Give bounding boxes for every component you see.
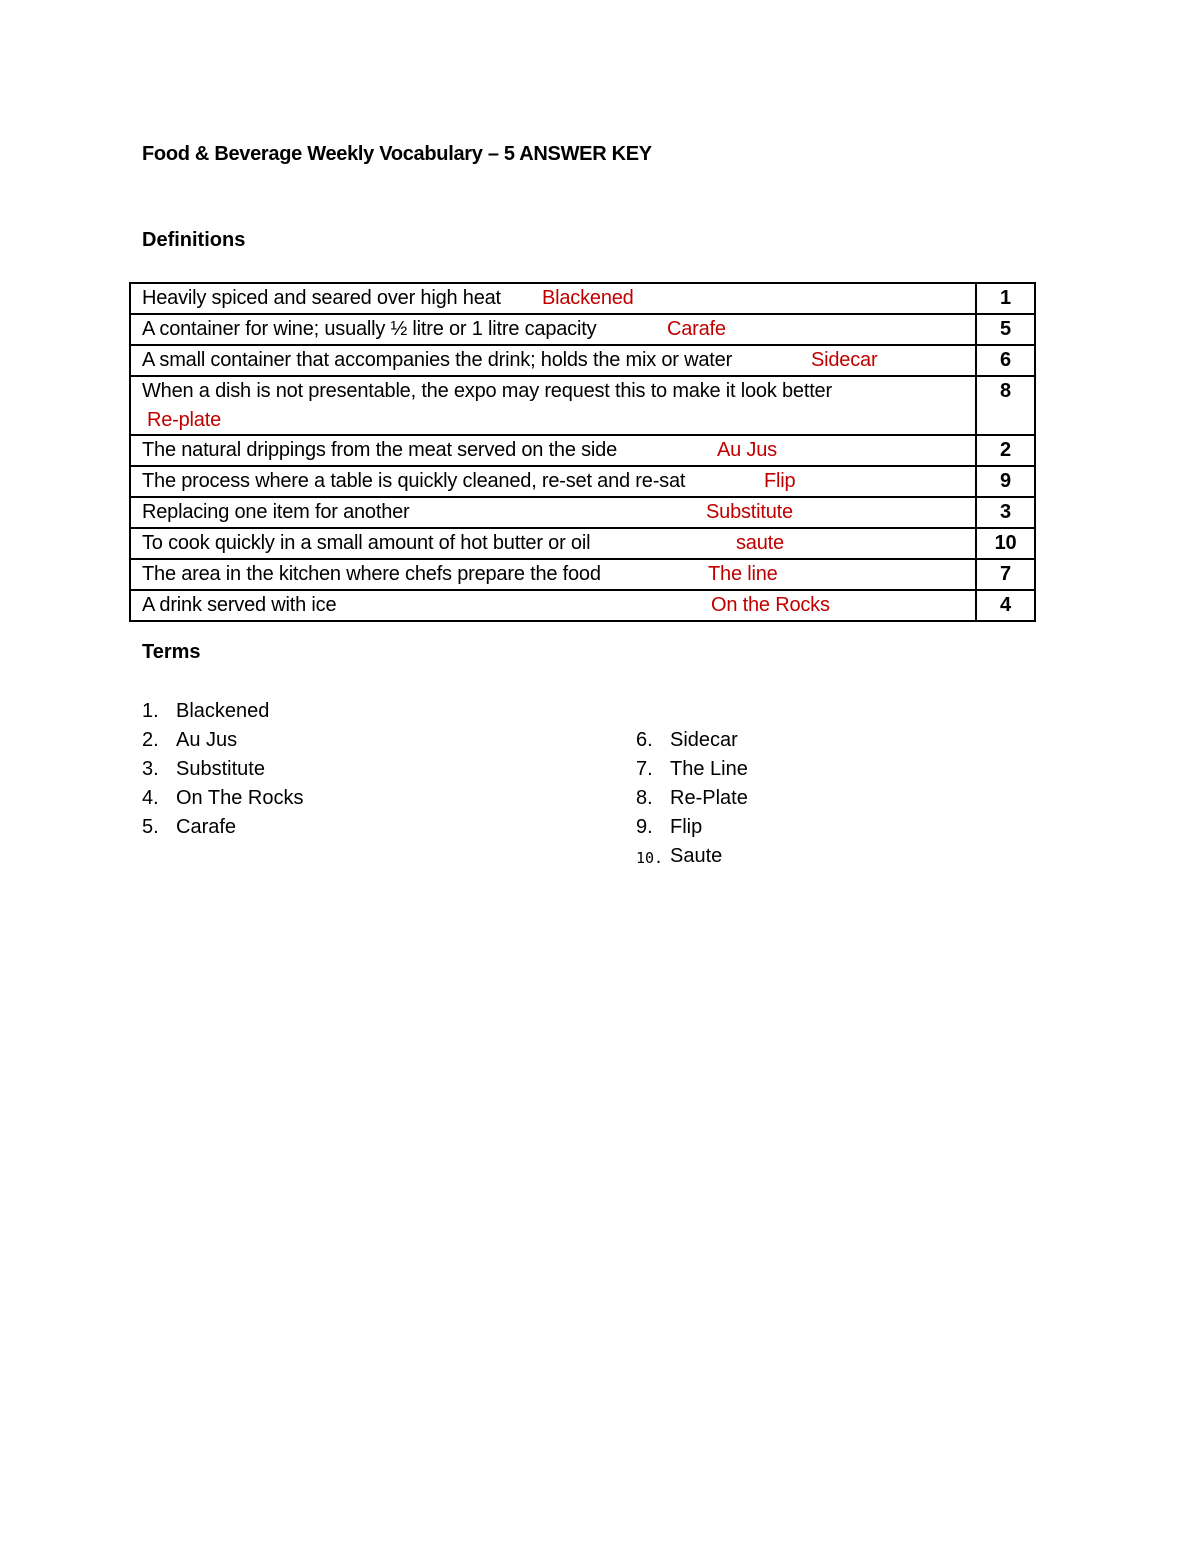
term-number: 2.	[142, 729, 159, 751]
term-label: Au Jus	[176, 729, 238, 751]
definitions-table	[129, 282, 1036, 622]
term-label: Carafe	[176, 816, 237, 838]
definitions-heading: Definitions	[142, 229, 246, 251]
definition-number: 10	[976, 528, 1035, 559]
definition-number: 4	[976, 590, 1035, 621]
definition-answer: The line	[708, 563, 778, 585]
list-item	[636, 784, 956, 813]
list-item	[142, 726, 462, 755]
definition-text: Replacing one item for another	[142, 501, 410, 523]
list-item	[142, 755, 462, 784]
list-item	[636, 813, 956, 842]
term-label: Flip	[670, 816, 703, 838]
term-number: 9.	[636, 816, 653, 838]
definition-number: 3	[976, 497, 1035, 528]
list-item	[636, 842, 956, 871]
definition-cell	[130, 345, 976, 376]
term-label: The Line	[670, 758, 748, 780]
table-row	[130, 466, 1035, 497]
table-row	[130, 345, 1035, 376]
term-label: On The Rocks	[176, 787, 304, 809]
definition-text: A container for wine; usually ½ litre or 1 litre capacity	[142, 318, 597, 340]
terms-heading: Terms	[142, 641, 201, 663]
list-item	[636, 726, 956, 755]
definition-text: A small container that accompanies the drink; holds the mix or water	[142, 349, 733, 371]
definition-answer: Substitute	[706, 501, 793, 523]
list-item	[142, 784, 462, 813]
definition-text: The natural drippings from the meat served on the side	[142, 439, 618, 461]
list-item	[142, 697, 462, 726]
definition-number: 9	[976, 466, 1035, 497]
term-label: Saute	[670, 845, 723, 867]
definition-answer: Carafe	[667, 318, 726, 340]
definition-cell	[130, 497, 976, 528]
definition-number: 6	[976, 345, 1035, 376]
definition-number: 7	[976, 559, 1035, 590]
definition-answer: Blackened	[542, 287, 634, 309]
term-label: Blackened	[176, 700, 270, 722]
definition-text: A drink served with ice	[142, 594, 337, 616]
term-number: 1.	[142, 700, 159, 722]
definition-number: 5	[976, 314, 1035, 345]
term-label: Sidecar	[670, 729, 738, 751]
definition-answer: Re-plate	[147, 409, 221, 431]
definition-cell	[130, 559, 976, 590]
definition-cell	[130, 528, 976, 559]
list-item	[636, 755, 956, 784]
terms-list-left	[142, 697, 462, 842]
page-title: Food & Beverage Weekly Vocabulary – 5 ANSWER KEY	[142, 143, 652, 165]
definition-cell	[130, 314, 976, 345]
table-row	[130, 559, 1035, 590]
definition-number: 2	[976, 435, 1035, 466]
definition-answer: saute	[736, 532, 784, 554]
definition-number: 8	[976, 376, 1035, 435]
definition-text: When a dish is not presentable, the expo may request this to make it look better	[142, 380, 832, 402]
table-row	[130, 590, 1035, 621]
term-number: 4.	[142, 787, 159, 809]
term-number: 7.	[636, 758, 653, 780]
table-row	[130, 497, 1035, 528]
table-row	[130, 435, 1035, 466]
definition-text: The area in the kitchen where chefs prepare the food	[142, 563, 601, 585]
definition-cell	[130, 466, 976, 497]
definition-answer: Sidecar	[811, 349, 878, 371]
definition-number: 1	[976, 283, 1035, 314]
term-number: 10.	[636, 849, 664, 867]
definition-cell	[130, 435, 976, 466]
table-row	[130, 314, 1035, 345]
definition-text: Heavily spiced and seared over high heat	[142, 287, 501, 309]
definition-text: The process where a table is quickly cleaned, re-set and re-sat	[142, 470, 686, 492]
definition-answer: Flip	[764, 470, 796, 492]
table-row	[130, 283, 1035, 314]
term-number: 5.	[142, 816, 159, 838]
terms-list-right	[636, 726, 956, 871]
term-number: 8.	[636, 787, 653, 809]
table-row	[130, 528, 1035, 559]
definition-answer: Au Jus	[717, 439, 777, 461]
term-number: 6.	[636, 729, 653, 751]
term-number: 3.	[142, 758, 159, 780]
definition-text: To cook quickly in a small amount of hot butter or oil	[142, 532, 591, 554]
table-row	[130, 376, 1035, 435]
term-label: Substitute	[176, 758, 265, 780]
list-item	[142, 813, 462, 842]
definition-cell	[130, 590, 976, 621]
term-label: Re-Plate	[670, 787, 748, 809]
definition-cell	[130, 283, 976, 314]
definition-cell	[130, 376, 976, 435]
definition-answer: On the Rocks	[711, 594, 830, 616]
